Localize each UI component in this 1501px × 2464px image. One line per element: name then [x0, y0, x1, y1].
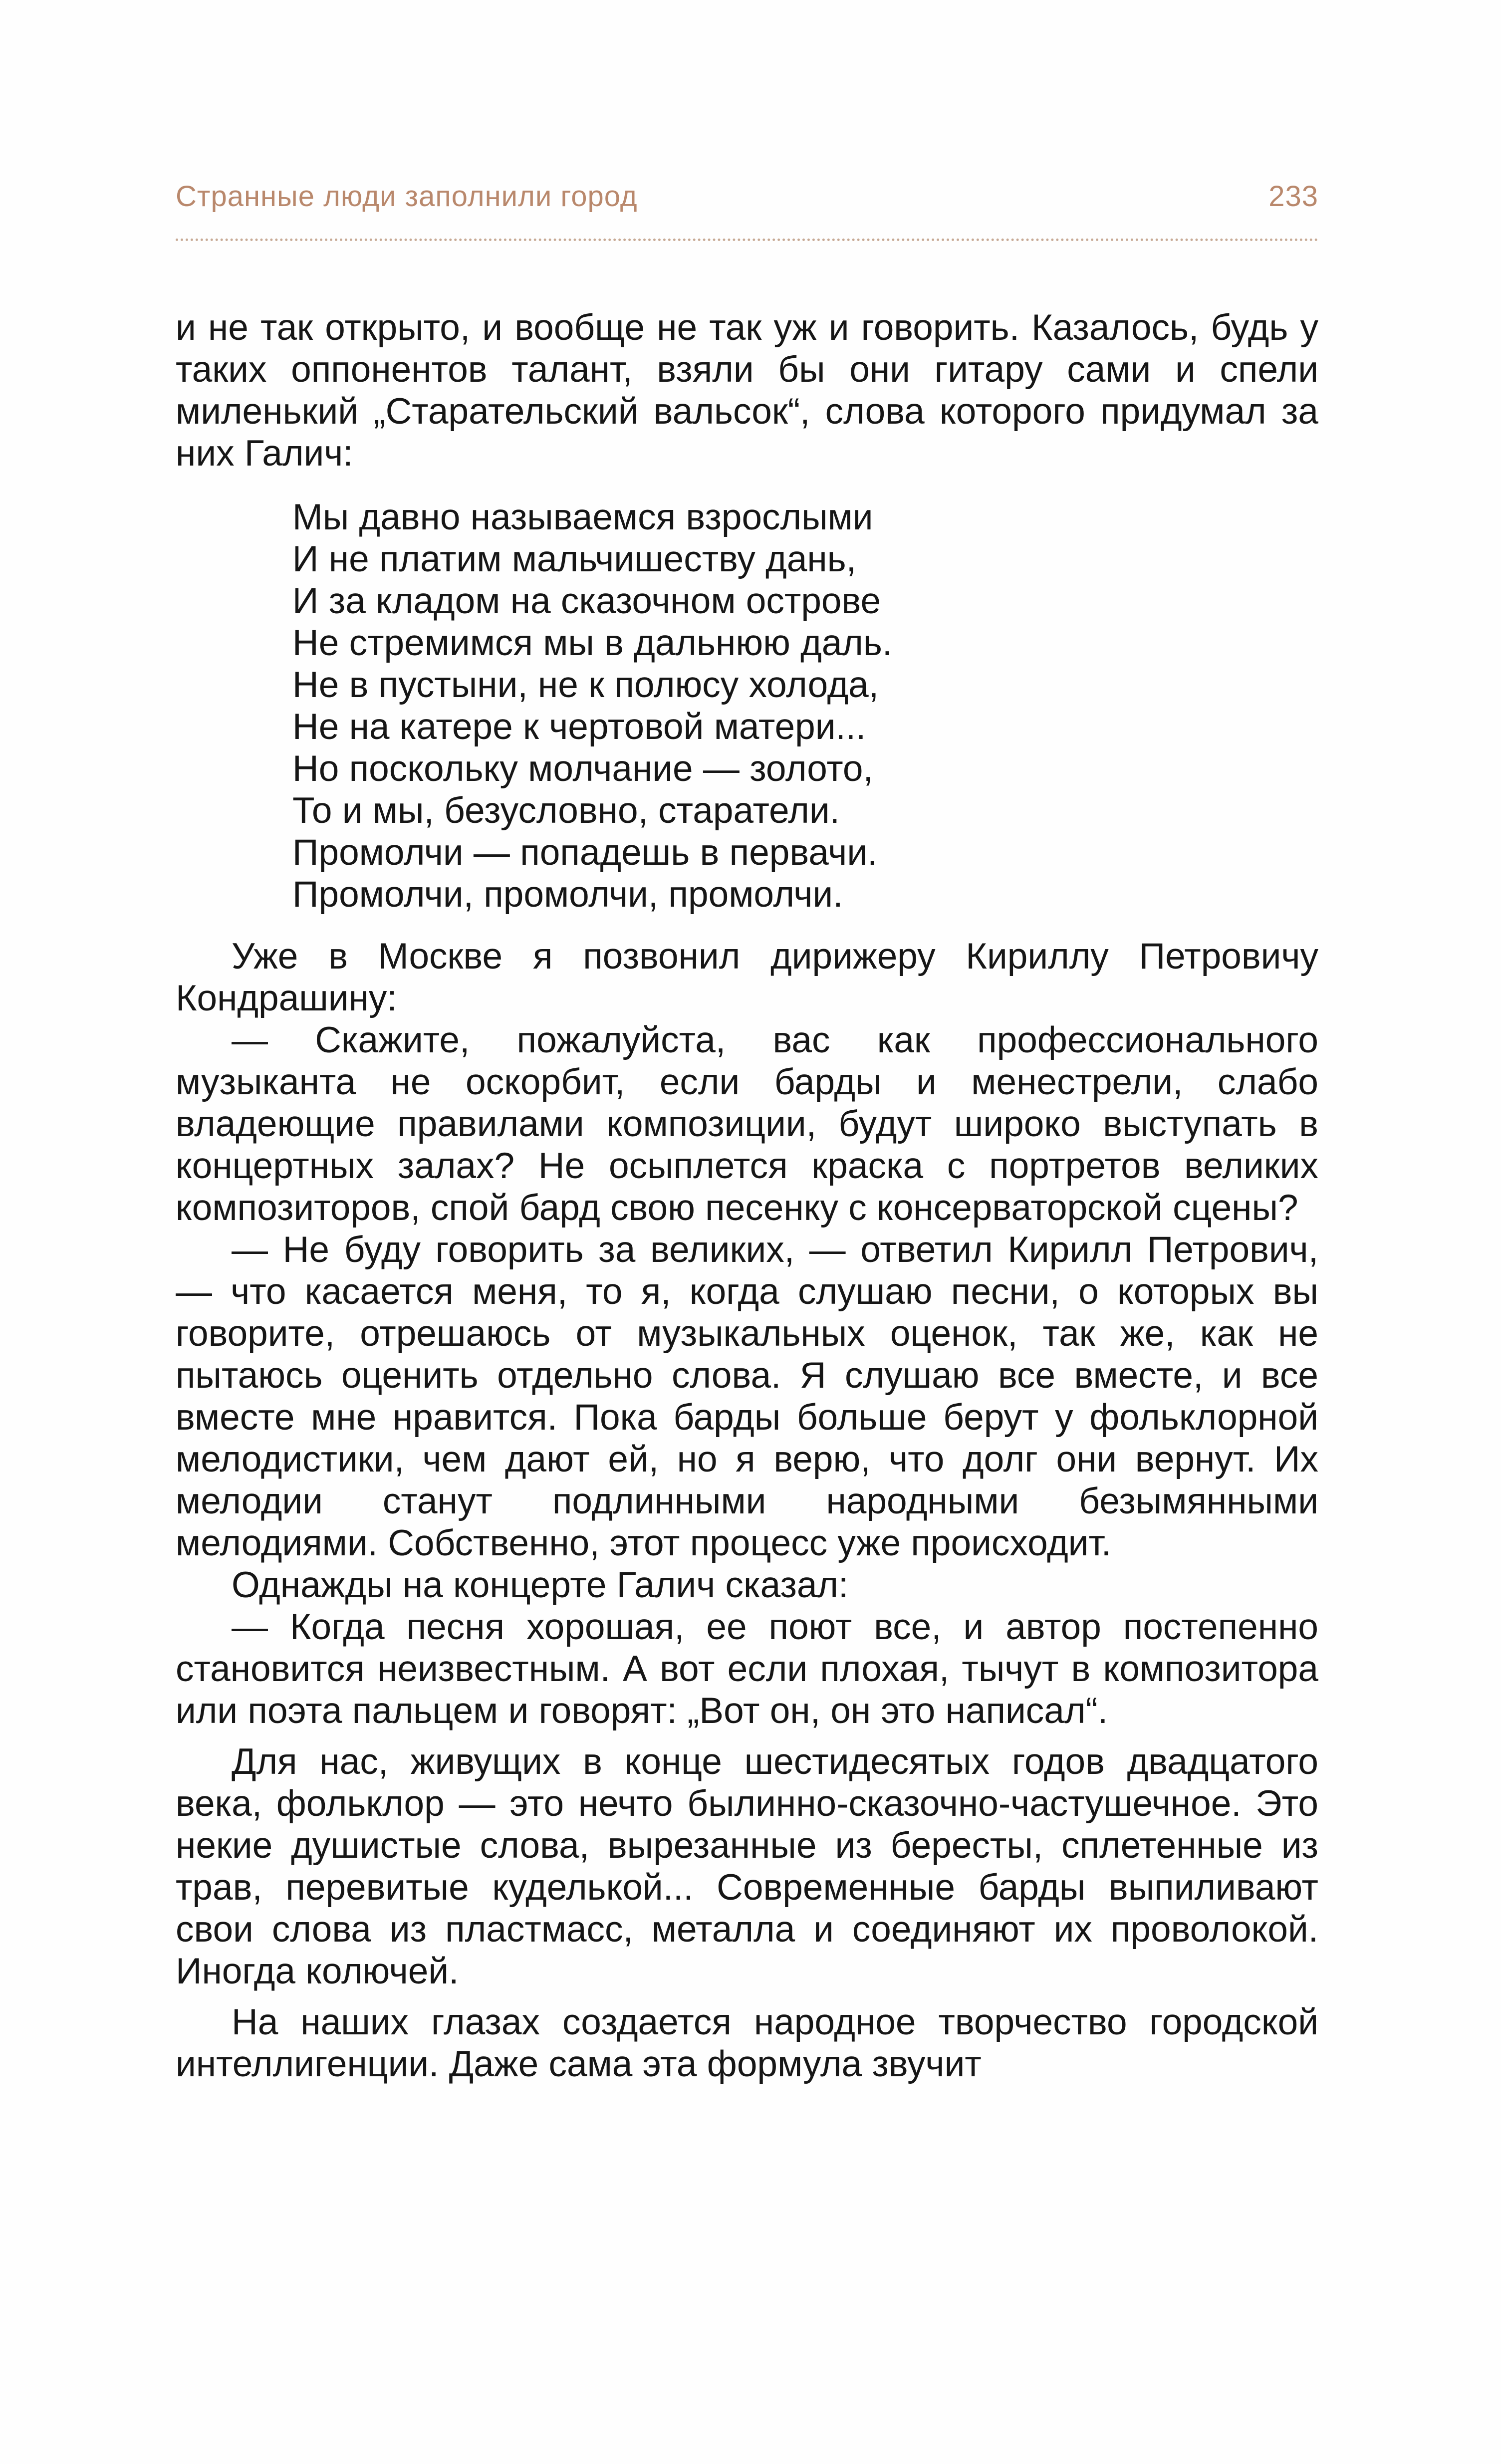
- running-title: Странные люди заполнили город: [176, 180, 638, 213]
- verse-line: Промолчи, промолчи, промолчи.: [292, 874, 843, 915]
- verse-line: Не на катере к чертовой матери...: [292, 707, 866, 747]
- paragraph-3: — Скажите, пожалуйста, вас как профессионального музыканта не оскорбит, если барды и менестрели, слабо владеющие правилами композиции, будут широко выступать в концертных залах? Не осыплется краска с портретов великих композиторов, спой бард свою песенку с консерваторской сцены?: [176, 1020, 1318, 1228]
- paragraph-7: Для нас, живущих в конце шестидесятых годов двадцатого века, фольклор — это нечто былинно-сказочно-частушечное. Это некие душистые слова, вырезанные из бересты, сплетенные из трав, перевитые куделькой... Современные барды выпиливают свои слова из пластмасс, металла и соединяют их проволокой. Иногда колючей.: [176, 1741, 1318, 1991]
- verse-line: И за кладом на сказочном острове: [292, 581, 881, 621]
- body-text: [176, 307, 1318, 2085]
- paragraph-1: и не так открыто, и вообще не так уж и говорить. Казалось, будь у таких оппонентов талант, взяли бы они гитару сами и спели миленький „Старательский вальсок“, слова которого придумал за них Галич:: [176, 307, 1318, 474]
- page-number: 233: [1268, 180, 1318, 213]
- verse-line: Промолчи — попадешь в первачи.: [292, 832, 878, 873]
- paragraph-gap: [176, 1992, 1318, 2001]
- paragraph-2: Уже в Москве я позвонил дирижеру Кириллу Петровичу Кондрашину:: [176, 936, 1318, 1018]
- header-divider: [176, 239, 1318, 241]
- verse-block: [292, 496, 1318, 916]
- verse-line: Не стремимся мы в дальнюю даль.: [292, 623, 893, 663]
- verse-line: Не в пустыни, не к полюсу холода,: [292, 665, 879, 705]
- running-head: [176, 180, 1318, 220]
- verse-line: И не платим мальчишеству дань,: [292, 539, 856, 579]
- verse-line: Мы давно называемся взрослыми: [292, 497, 873, 537]
- verse-line: Но поскольку молчание — золото,: [292, 748, 873, 789]
- paragraph-5: Однажды на концерте Галич сказал:: [232, 1565, 849, 1605]
- verse-line: То и мы, безусловно, старатели.: [292, 790, 840, 831]
- paragraph-4: — Не буду говорить за великих, — ответил Кирилл Петрович, — что касается меня, то я, когда слушаю песни, о которых вы говорите, отрешаюсь от музыкальных оценок, так же, как не пытаюсь оценить отдельно слова. Я слушаю все вместе, и все вместе мне нравится. Пока барды больше берут у фольклорной мелодистики, чем дают ей, но я верю, что долг они вернут. Их мелодии станут подлинными народными безымянными мелодиями. Собственно, этот процесс уже происходит.: [176, 1230, 1318, 1563]
- paragraph-gap: [176, 1732, 1318, 1741]
- paragraph-8: На наших глазах создается народное творчество городской интеллигенции. Даже сама эта формула звучит: [176, 2002, 1318, 2084]
- paragraph-6: — Когда песня хорошая, ее поют все, и автор постепенно становится неизвестным. А вот если плохая, тычут в композитора или поэта пальцем и говорят: „Вот он, он это написал“.: [176, 1607, 1318, 1731]
